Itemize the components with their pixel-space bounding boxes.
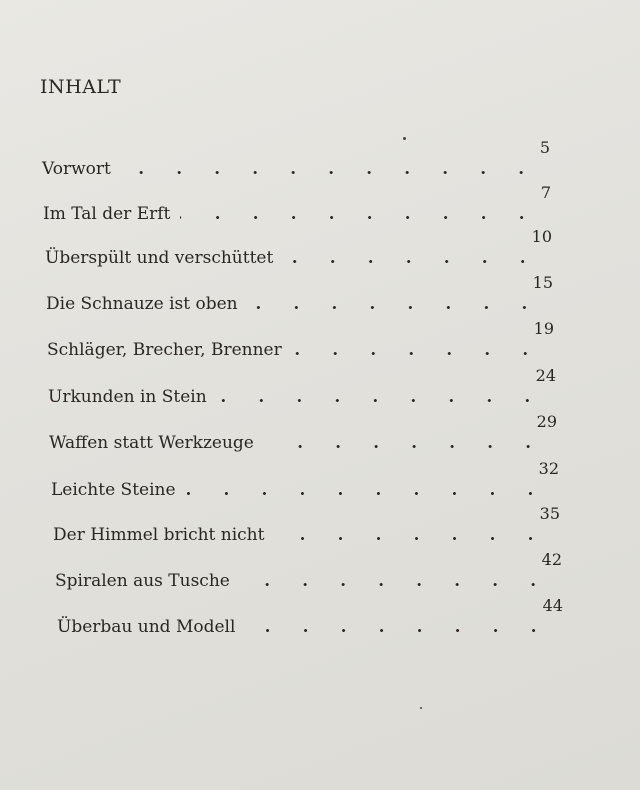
dot-leader	[274, 537, 550, 540]
toc-entry-page: 24	[535, 366, 556, 385]
toc-entry-title: Spiralen aus Tusche	[55, 571, 230, 591]
toc-entry-page: 42	[541, 550, 562, 569]
toc-entry	[47, 319, 554, 360]
toc-entry-title: Leichte Steine	[51, 480, 176, 500]
toc-entry	[55, 550, 562, 591]
toc-entry	[51, 459, 559, 500]
toc-entry-title: Der Himmel bricht nicht	[53, 525, 265, 545]
toc-entry-title: Überbau und Modell	[57, 617, 236, 637]
toc-entry-page: 15	[532, 273, 553, 292]
toc-entry	[49, 412, 557, 453]
toc-entry	[48, 366, 556, 407]
dot-leader	[240, 583, 552, 586]
toc-entry-title: Waffen statt Werkzeuge	[49, 433, 254, 453]
dot-leader	[264, 445, 547, 448]
toc-entry-page: 19	[533, 319, 554, 338]
toc-entry-page: 5	[539, 138, 550, 157]
toc-entry-page: 10	[531, 227, 552, 246]
paper-speck	[403, 137, 406, 140]
toc-entry	[42, 138, 550, 179]
toc-entry-page: 35	[539, 504, 560, 523]
page-title: INHALT	[40, 76, 122, 98]
dot-leader	[180, 216, 541, 219]
toc-entry-title: Die Schnauze ist oben	[46, 294, 238, 314]
dot-leader	[121, 171, 540, 174]
toc-entry	[53, 504, 560, 545]
toc-entry-page: 29	[536, 412, 557, 431]
toc-entry-title: Im Tal der Erft	[43, 204, 171, 224]
toc-entry-page: 7	[540, 183, 551, 202]
toc-entry-title: Überspült und verschüttet	[45, 248, 274, 268]
paper-speck	[420, 707, 422, 709]
toc-entry	[57, 596, 563, 637]
dot-leader	[186, 492, 549, 495]
toc-entry-page: 44	[542, 596, 563, 615]
toc-entry	[45, 227, 552, 268]
dot-leader	[292, 352, 544, 355]
dot-leader	[283, 260, 542, 263]
dot-leader	[248, 306, 543, 309]
toc-entry-title: Vorwort	[42, 159, 111, 179]
dot-leader	[217, 399, 546, 402]
dot-leader	[245, 629, 553, 632]
toc-entry	[46, 273, 553, 314]
toc-entry-page: 32	[538, 459, 559, 478]
toc-entry-title: Urkunden in Stein	[48, 387, 207, 407]
toc-entry	[43, 183, 551, 224]
toc-entry-title: Schläger, Brecher, Brenner	[47, 340, 282, 360]
